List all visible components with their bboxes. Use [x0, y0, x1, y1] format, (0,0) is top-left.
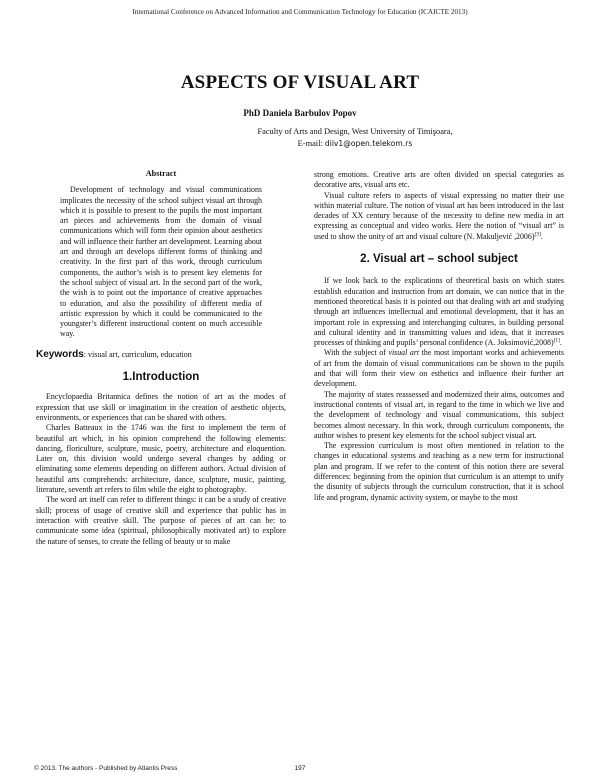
page-number: 197	[294, 765, 306, 772]
intro-paragraph-3: The word art itself can refer to different things: it can be a study of creative skill; process of usage of creative skill and experience that public has in interaction with creative skill. The purpose of pieces of art can be: to communicate some idea (spiritual, philosophically motivated art) to explore the nature of senses, to create the felling of beauty or to make	[36, 495, 286, 546]
left-column	[36, 165, 286, 547]
keywords-label: Keywords	[36, 348, 84, 360]
email-label: E-mail:	[297, 139, 323, 148]
abstract-text: Development of technology and visual communications implicates the necessity of the school subject visual art through which it is possible to present to the pupils the most important art pieces and achievements from the domain of visual communications which will form their opinion about aesthetics and will influence their further art development. Learning about art and through art develops different forms of thinking and creativity. In the first part of this work, through curriculum components, the author’s wish is to present key elements for the school subject of visual art. In the second part of the work, the wish is to point out the importance of creative approaches to education, and also the possibility of different media of artistic expression by which it could be communicated to the youngster’s different instructional content on much accessible way.	[60, 185, 262, 339]
conference-header: International Conference on Advanced Information and Communication Technology for Education (ICAICTE 2013)	[132, 8, 468, 16]
intro-paragraph-2: Charles Batteaux in the 1746 was the first to implement the term of beautiful art which, in his opinion comprehend the following elements: dancing, floriculture, sculpture, music, poetry, architecture and eloquention. Later on, this division would undergo several changes by adding or eliminating some elements depending on different authors. Actual division of beautiful arts comprehends: architecture, dance, sculpture, music, painting, literature, seventh art refers to film while the eight to photography.	[36, 423, 286, 495]
section2-paragraph-2: With the subject of visual art the most important works and achievements of art from the domain of visual communications can be shown to the pupils and that will form their view on esthetics and influence their further art development.	[314, 348, 565, 389]
author-name: PhD Daniela Barbulov Popov	[243, 108, 357, 118]
email-line	[205, 138, 505, 150]
citation-ref-1: [1]	[553, 337, 561, 344]
affiliation-block	[205, 126, 505, 150]
abstract-heading: Abstract	[145, 169, 177, 178]
email-address[interactable]: diiv1@open.telekom.rs	[324, 139, 413, 148]
italic-visual-art: visual art	[388, 348, 420, 358]
section-heading-introduction: 1.Introduction	[122, 371, 200, 384]
section2-paragraph-3: The majority of states reassessed and modernized their aims, outcomes and instructional contents of visual art, in regard to the time in which we live and the development of technology and visual communications, this subject becomes almost necessary. In this work, through curriculum components, the author wishes to present key elements for the school subject visual art.	[314, 389, 564, 440]
keywords-line	[36, 350, 286, 360]
visual-culture-paragraph: Visual culture refers to aspects of visual expressing no matter their use within material culture. The notion of visual art has been introduced in the last decades of XX century because of the necessity to define new media in art expressing as conceptual and video works. Here the notion of “visual art” is used to show the unity of art and visual culture (N. Makuljević ,2006)[3].	[314, 190, 564, 241]
section2-paragraph-1: If we look back to the explications of theoretical basis on which states establish education and instruction from art domain, we can notice that in the mentioned theoretical basis it is pointed out that dealing with art and studying through art influences intellectual and emotional development, that it has an important role in expressing and interchanging cultures, in building personal and cultural identity and in transmitting values and ideas, that it increases processes of thinking and pupils’ personal confidence (A. Joksimović,2008)[1].	[314, 276, 564, 348]
section2-paragraph-4: The expression curriculum is most often mentioned in relation to the changes in educational systems and teaching as a new term for instructional plan and program. If we refer to the content of this notion there are several differences: beginning from the opinion that curriculum is an attempt to unify the disunity of subjects through the curriculum construction, that it is school life and program, dynamic activity system, or maybe to the most	[314, 441, 564, 502]
paper-title: ASPECTS OF VISUAL ART	[180, 72, 420, 93]
intro-continuation: strong emotions. Creative arts are often divided on special categories as decorative arts, visual arts etc.	[314, 170, 564, 190]
keywords-text: : visual art, curriculum, education	[83, 349, 192, 359]
section-heading-visual-art: 2. Visual art – school subject	[360, 253, 518, 266]
copyright-footer: © 2013. The authors - Published by Atlantis Press	[34, 765, 178, 772]
citation-ref-3: [3]	[534, 231, 541, 238]
abstract-body	[36, 185, 286, 339]
right-column	[314, 170, 564, 503]
affiliation: Faculty of Arts and Design, West University of Timişoara,	[257, 127, 453, 136]
intro-paragraph-1: Encyclopaedia Britannica defines the notion of art as the modes of expression that use skill or imagination in the creation of aesthetic objects, environments, or experiences that can be shared with others.	[36, 392, 286, 422]
